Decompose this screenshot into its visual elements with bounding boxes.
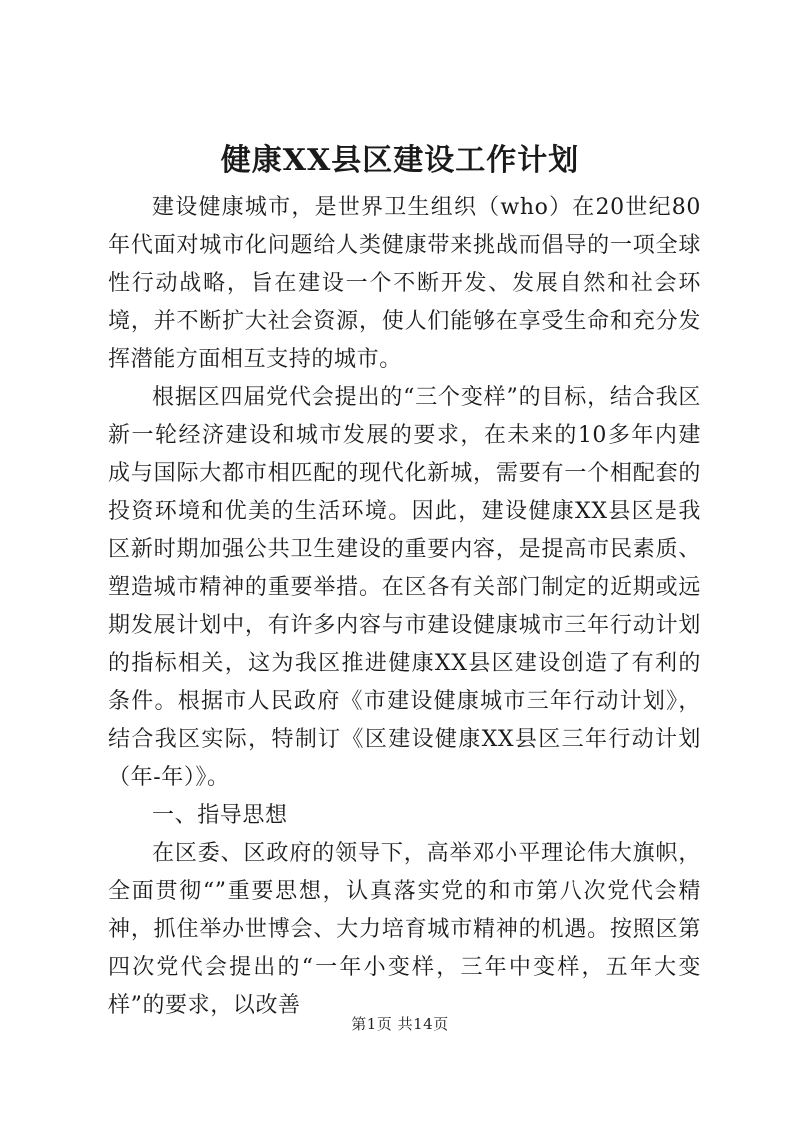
paragraph-guiding-ideology: 在区委、区政府的领导下，高举邓小平理论伟大旗帜，全面贯彻“”重要思想，认真落实党的和市第八次党代会精神，抓住举办世博会、大力培育城市精神的机遇。按照区第四次党代会提出的“一年小变样，三年中变样，五年大变样”的要求，以改善 — [108, 841, 701, 1018]
page-number-footer: 第1页 共14页 — [351, 1015, 449, 1033]
section-heading-guiding-ideology: 一、指导思想 — [152, 803, 288, 828]
document-body — [108, 189, 701, 1025]
paragraph-intro: 建设健康城市，是世界卫生组织（who）在20世纪80年代面对城市化问题给人类健康带来挑战而倡导的一项全球性行动战略，旨在建设一个不断开发、发展自然和社会环境，并不断扩大社会资源，使人们能够在享受生命和充分发挥潜能方面相互支持的城市。 — [108, 195, 701, 372]
paragraph-background: 根据区四届党代会提出的“三个变样”的目标，结合我区新一轮经济建设和城市发展的要求，在未来的10多年内建成与国际大都市相匹配的现代化新城，需要有一个相配套的投资环境和优美的生活环境。因此，建设健康XX县区是我区新时期加强公共卫生建设的重要内容，是提高市民素质、塑造城市精神的重要举措。在区各有关部门制定的近期或远期发展计划中，有许多内容与市建设健康城市三年行动计划的指标相关，这为我区推进健康XX县区建设创造了有利的条件。根据市人民政府《市建设健康城市三年行动计划》，结合我区实际，特制订《区建设健康XX县区三年行动计划（年-年）》。 — [108, 385, 701, 790]
document-title: 健康XX县区建设工作计划 — [220, 143, 580, 178]
